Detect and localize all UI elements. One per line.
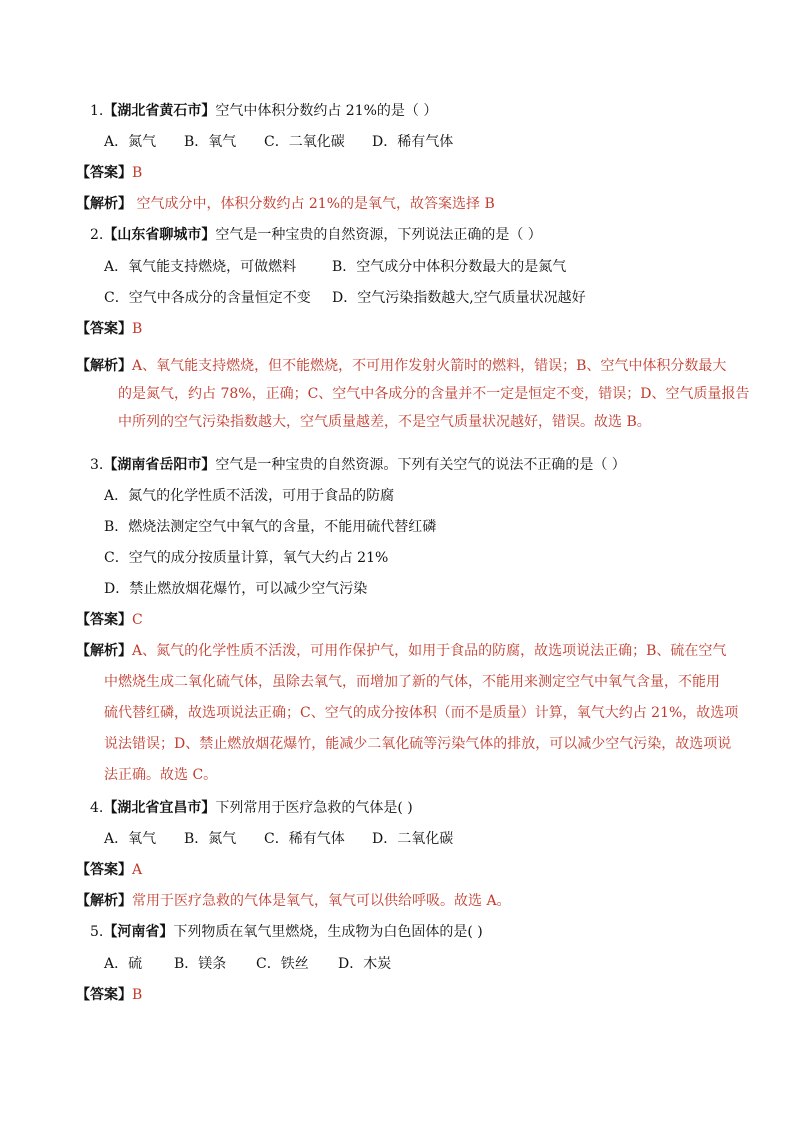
question-2-answer xyxy=(76,319,142,339)
question-2-analysis-line-2: 的是氮气，约占 78%，正确；C、空气中各成分的含量并不一定是恒定不变，错误；D、空气质量报告 xyxy=(118,386,750,402)
analysis-label: 【解析】 xyxy=(76,196,132,212)
analysis-label: 【解析】 xyxy=(76,643,132,659)
answer-label: 【答案】 xyxy=(76,862,132,878)
question-2-stem-line xyxy=(90,225,542,245)
question-source: 【山东省聊城市】 xyxy=(103,227,216,243)
question-3-analysis-line-1 xyxy=(76,641,726,661)
answer-value: B xyxy=(132,987,143,1003)
option-b: B．氮气 xyxy=(184,831,237,847)
answer-value: B xyxy=(132,321,143,337)
question-source: 【河南省】 xyxy=(103,924,174,940)
question-3-option-a: A．氮气的化学性质不活泼，可用于食品的防腐 xyxy=(104,488,395,504)
option-d: D．二氧化碳 xyxy=(372,831,454,847)
analysis-text: 常用于医疗急救的气体是氧气，氧气可以供给呼吸。故选 A。 xyxy=(132,893,511,909)
question-3-analysis-line-3: 硫代替红磷，故选项说法正确；C、空气的成分按体积（而不是质量）计算，氧气大约占 21%，故选项 xyxy=(104,705,739,721)
question-1-analysis xyxy=(76,194,495,214)
question-4-analysis xyxy=(76,891,511,911)
question-number: 3. xyxy=(90,457,104,473)
analysis-text: 空气成分中，体积分数约占 21%的是氧气，故答案选择 B xyxy=(132,196,495,212)
analysis-label: 【解析】 xyxy=(76,893,132,909)
option-d: D．稀有气体 xyxy=(372,134,454,150)
question-3-answer xyxy=(76,610,143,630)
option-a: A．氮气 xyxy=(104,134,157,150)
question-1-options xyxy=(104,132,453,152)
option-d: D．空气污染指数越大,空气质量状况越好 xyxy=(332,290,586,306)
option-a: A．硫 xyxy=(104,956,143,972)
answer-label: 【答案】 xyxy=(76,321,132,337)
question-source: 【湖南省岳阳市】 xyxy=(103,457,216,473)
question-stem: 空气是一种宝贵的自然资源。下列有关空气的说法不正确的是（ ） xyxy=(215,457,626,473)
question-5-answer xyxy=(76,985,142,1005)
answer-label: 【答案】 xyxy=(76,987,132,1003)
question-3-analysis-line-4: 说法错误；D、禁止燃放烟花爆竹，能减少二氧化硫等污染气体的排放，可以减少空气污染，故选项说 xyxy=(104,736,732,752)
option-b: B．镁条 xyxy=(174,956,227,972)
option-a: A．氧气 xyxy=(104,831,157,847)
question-number: 1. xyxy=(90,103,104,119)
analysis-label: 【解析】 xyxy=(76,358,132,374)
question-3-option-d: D．禁止燃放烟花爆竹，可以减少空气污染 xyxy=(104,581,368,597)
option-b: B．氧气 xyxy=(184,134,237,150)
answer-value: A xyxy=(132,862,143,878)
question-stem: 下列常用于医疗急救的气体是( ) xyxy=(215,800,413,816)
question-2-analysis-line-1 xyxy=(76,356,726,376)
question-3-analysis-line-2: 中燃烧生成二氧化硫气体，虽除去氧气，而增加了新的气体，不能用来测定空气中氧气含量，不能用 xyxy=(104,674,720,690)
question-number: 2. xyxy=(90,227,104,243)
question-5-options xyxy=(104,954,391,974)
question-4-options xyxy=(104,829,453,849)
question-source: 【湖北省宜昌市】 xyxy=(103,800,216,816)
option-a: A．氧气能支持燃烧，可做燃料 xyxy=(104,259,297,275)
question-stem: 下列物质在氧气里燃烧，生成物为白色固体的是( ) xyxy=(173,924,483,940)
analysis-text: A、氮气的化学性质不活泼，可用作保护气，如用于食品的防腐，故选项说法正确；B、硫在空气 xyxy=(132,643,727,659)
question-3-option-c: C．空气的成分按质量计算，氧气大约占 21% xyxy=(104,550,389,566)
answer-value: C xyxy=(132,612,143,628)
question-3-option-b: B．燃烧法测定空气中氧气的含量，不能用硫代替红磷 xyxy=(104,519,437,535)
question-3-stem-line xyxy=(90,455,626,475)
question-stem: 空气中体积分数约占 21%的是（ ） xyxy=(215,103,438,119)
answer-label: 【答案】 xyxy=(76,612,132,628)
option-c: C．铁丝 xyxy=(256,956,309,972)
option-b: B．空气成分中体积分数最大的是氮气 xyxy=(332,259,567,275)
question-1-stem-line xyxy=(90,101,437,121)
question-4-answer xyxy=(76,860,142,880)
question-2-analysis-line-3: 中所列的空气污染指数越大，空气质量越差，不是空气质量状况越好，错误。故选 B。 xyxy=(118,414,651,430)
answer-label: 【答案】 xyxy=(76,165,132,181)
option-d: D．木炭 xyxy=(338,956,392,972)
question-stem: 空气是一种宝贵的自然资源，下列说法正确的是（ ） xyxy=(215,227,542,243)
question-1-answer xyxy=(76,163,142,183)
analysis-text: A、氧气能支持燃烧，但不能燃烧，不可用作发射火箭时的燃料，错误；B、空气中体积分数最大 xyxy=(132,358,727,374)
option-c: C．空气中各成分的含量恒定不变 xyxy=(104,290,311,306)
question-number: 5. xyxy=(90,924,104,940)
question-2-options-row-2 xyxy=(104,288,586,308)
option-c: C．稀有气体 xyxy=(264,831,345,847)
question-3-analysis-line-5: 法正确。故选 C。 xyxy=(104,767,218,783)
answer-value: B xyxy=(132,165,143,181)
question-source: 【湖北省黄石市】 xyxy=(103,103,216,119)
question-number: 4. xyxy=(90,800,104,816)
question-4-stem-line xyxy=(90,798,413,818)
question-5-stem-line xyxy=(90,922,483,942)
question-2-options-row-1 xyxy=(104,257,566,277)
option-c: C．二氧化碳 xyxy=(264,134,345,150)
